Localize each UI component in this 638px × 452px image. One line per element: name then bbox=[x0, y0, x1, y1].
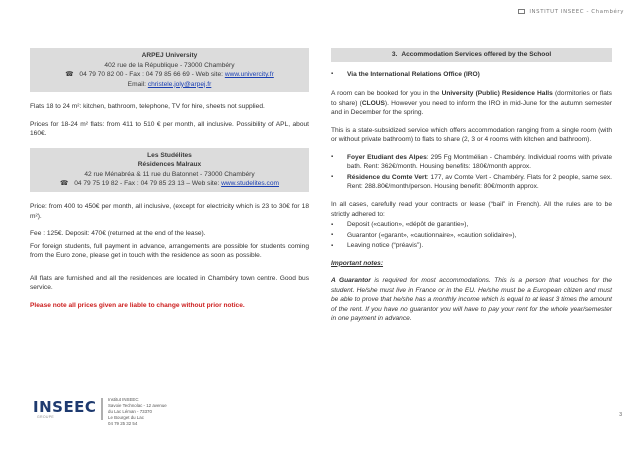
bullet-icon: ▪ bbox=[331, 174, 334, 181]
footer-line: Le Bourget du Lac bbox=[108, 414, 144, 420]
studelites-address: 42 rue Ménabréa & 11 rue du Batonnet - 73000 Chambéry bbox=[84, 170, 255, 178]
footer-address bbox=[108, 397, 167, 427]
foyer-item bbox=[347, 153, 612, 172]
list-item bbox=[331, 241, 612, 251]
section-heading bbox=[331, 48, 612, 62]
footer-line: Savoie Technolac - 12 avenue bbox=[108, 402, 167, 408]
arpej-email-prefix: Email: bbox=[127, 80, 148, 88]
rule-item: Leaving notice (“préavis”). bbox=[347, 242, 424, 250]
residence-name: Résidence du Comte Vert bbox=[347, 173, 427, 181]
furnished-text: All flats are furnished and all the residences are located in Chambéry town centre. Good bus service. bbox=[30, 274, 309, 292]
section-title: Accommodation Services offered by the School bbox=[401, 51, 552, 58]
arpej-email-line bbox=[34, 80, 305, 90]
phone-icon: ☎ bbox=[65, 70, 74, 79]
room-booking-text bbox=[331, 89, 612, 118]
studelites-contact-box bbox=[30, 148, 309, 192]
price-text: Price: from 400 to 450€ per month, all inclusive, (except for electricity which is 23 to 30€ for 18 m²). bbox=[30, 203, 309, 220]
flats-text: Flats 18 to 24 m²: kitchen, bathroom, telephone, TV for hire, sheets not supplied. bbox=[30, 103, 265, 111]
phone-icon: ☎ bbox=[60, 179, 69, 188]
list-item bbox=[331, 153, 612, 172]
arpej-email-link[interactable]: christele.joly@arpej.fr bbox=[147, 80, 212, 88]
arpej-contact-line bbox=[34, 70, 305, 80]
list-item bbox=[331, 70, 612, 80]
footer-line: Institut INSEEC bbox=[108, 397, 139, 402]
bullet-icon: ▪ bbox=[331, 221, 334, 228]
room-text-3: ). However you need to inform the IRO in mid-June for the autumn semester and in December for the spring. bbox=[331, 99, 612, 117]
bullet-icon: ▪ bbox=[331, 242, 334, 249]
running-header bbox=[518, 9, 624, 17]
residence-list bbox=[331, 153, 612, 192]
fee-text: Fee : 125€. Deposit: 470€ (returned at the end of the lease). bbox=[30, 230, 206, 238]
rule-item: Guarantor («garant», «cautionnaire», «caution solidaire»), bbox=[347, 231, 517, 239]
residence-halls-label: University (Public) Residence Halls bbox=[441, 90, 553, 98]
studelites-contact-prefix: 04 79 75 19 82 - Fax : 04 79 85 23 13 – Web site: bbox=[74, 180, 222, 188]
room-text-2: (dormitories or flats to share) ( bbox=[331, 90, 612, 107]
studelites-name: Les Studélites bbox=[147, 151, 192, 159]
footer-line: du Lac Léman - 73370 bbox=[108, 408, 152, 414]
guarantor-text bbox=[331, 276, 612, 324]
arpej-web-link[interactable]: www.univercity.fr bbox=[224, 71, 274, 79]
important-notes-title: Important notes: bbox=[331, 259, 384, 267]
list-item bbox=[331, 173, 612, 192]
section-number: 3. bbox=[391, 51, 398, 58]
room-text-1: A room can be booked for you in the bbox=[331, 90, 442, 98]
contract-text: In all cases, carefully read your contracts or lease (“bail” in French). All the rules are to be strictly adhered to: bbox=[331, 201, 612, 218]
residence-details: : 177, av Comte Vert - Chambéry. Flats for 2 people, same sex. Rent: 288.80€/month/person. Housing benefit: 80€/month approx. bbox=[347, 173, 613, 191]
left-column bbox=[30, 48, 309, 318]
inseec-logo-sub: GROUPE bbox=[37, 415, 54, 419]
list-item bbox=[331, 231, 612, 241]
clous-label: CLOUS bbox=[361, 99, 385, 107]
studelites-web-link[interactable]: www.studelites.com bbox=[221, 180, 279, 188]
via-iro-label: Via the International Relations Office (IRO) bbox=[347, 70, 480, 78]
foyer-details: : 295 Fg Montmélian - Chambéry. Individual rooms with private bath. Rent: 362€/month. Housing benefits: 180€/month approx. bbox=[347, 153, 612, 171]
subsidized-text: This is a state-subsidized service which offers accommodation ranging from a single room (with or without private bathroom) to flats to share (2, 3 or 4 rooms with kitchen and bathroom). bbox=[331, 126, 612, 144]
footer-divider bbox=[101, 398, 103, 420]
running-header-text: INSTITUT INSEEC - Chambéry bbox=[529, 9, 624, 15]
bullet-icon: ▪ bbox=[331, 154, 334, 161]
foyer-name: Foyer Etudiant des Alpes bbox=[347, 153, 427, 161]
right-column bbox=[331, 48, 612, 332]
list-item bbox=[331, 220, 612, 230]
studelites-residence: Résidences Malraux bbox=[137, 161, 202, 169]
arpej-contact-prefix: 04 79 70 82 00 - Fax : 04 79 85 66 69 - Web site: bbox=[79, 71, 225, 79]
header-box-icon bbox=[518, 9, 525, 14]
arpej-address: 402 rue de la République - 73000 Chambéry bbox=[104, 61, 235, 69]
arpej-name: ARPEJ University bbox=[141, 52, 198, 59]
rule-item: Deposit («caution», «dépôt de garantie»), bbox=[347, 221, 469, 229]
page-number: 3 bbox=[619, 412, 622, 418]
studelites-contact-line bbox=[34, 179, 305, 189]
guarantor-details: is required for most accommodations. This is a person that vouches for the student. He/she must live in France or in the EU. He/she must be a European citizen and must be able to prove that he/she has a monthly income which is equal to at least 3 times the amount of the rent. If you have no guarantor you will have to pay your rent for the whole year/semester in one payment in advance. bbox=[331, 277, 612, 323]
arpej-contact-box bbox=[30, 48, 309, 92]
rules-list bbox=[331, 220, 612, 251]
bullet-icon: ▪ bbox=[331, 71, 334, 78]
foreign-students-text: For foreign students, full payment in advance, arrangements are possible for students coming from the Euro zone, please get in touch with the residence as soon as possible. bbox=[30, 242, 309, 260]
guarantor-label: A Guarantor bbox=[331, 277, 371, 285]
footer-line: 04 79 25 32 54 bbox=[108, 420, 138, 426]
bullet-icon: ▪ bbox=[331, 232, 334, 239]
residence-item bbox=[347, 173, 612, 192]
inseec-logo: INSEEC bbox=[33, 398, 97, 416]
prices-text: Prices for 18-24 m² flats: from 411 to 510 € per month, all inclusive. Possibility of APL, about 160€. bbox=[30, 120, 309, 138]
price-change-notice: Please note all prices given are liable to change without prior notice. bbox=[30, 301, 245, 309]
